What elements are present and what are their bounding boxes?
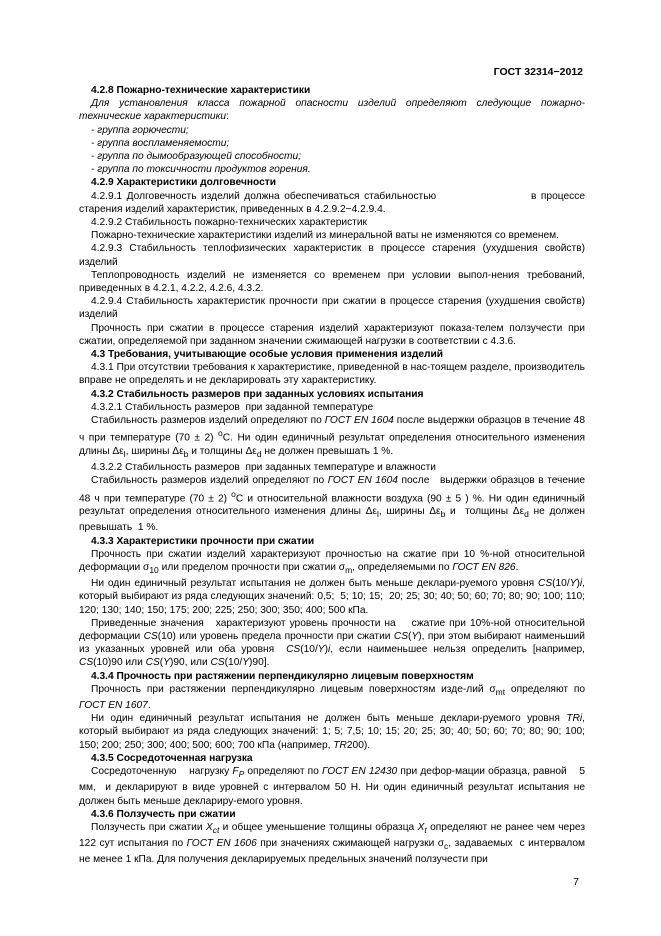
paragraph: - группа по токсичности продуктов горения.: [91, 164, 311, 176]
paragraph: Ползучесть при сжатии $X_{ct}$ и общее уменьшение толщины образца $X_t$ определяют не ранее чем через 122 сут испытания по ГОСТ EN 1606 при значениях сжимающей нагрузки $\sigma_c$, задаваемых с интервалом не менее 1 кПа. Для получения декларируемых предельных значений ползучести при: [79, 821, 586, 866]
section-heading: 4.3 Требования, учитывающие особые условия применения изделий: [91, 349, 444, 361]
section-heading: 4.3.3 Характеристики прочности при сжатии: [91, 535, 315, 547]
section-heading: 4.3.5 Сосредоточенная нагрузка: [91, 752, 253, 764]
section-heading: 4.2.9 Характеристики долговечности: [91, 177, 277, 189]
paragraph: Для установления класса пожарной опасности изделий определяют следующие пожарно-технические характеристики:: [79, 98, 585, 123]
paragraph: Прочность при сжатии изделий характеризуют прочностью на сжатие при 10 %-ной относительной деформации $\sigma_{10}$ или пределом прочности при сжатии $\sigma_m$, определяемыми по ГОСТ EN 826.: [79, 548, 585, 575]
paragraph: 4.3.2.2 Стабильность размеров при заданных температуре и влажности: [91, 462, 436, 474]
paragraph: 4.2.9.4 Стабильность характеристик прочности при сжатии в процессе старения (ухудшения свойств) изделий: [79, 296, 585, 321]
paragraph: Пожарно-технические характеристики изделий из минеральной ваты не изменяются со временем.: [91, 230, 560, 242]
paragraph: 4.2.9.3 Стабильность теплофизических характеристик в процессе старения (ухудшения свойств) изделий: [79, 243, 585, 268]
section-heading: 4.3.4 Прочность при растяжении перпендикулярно лицевым поверхностям: [91, 670, 474, 682]
paragraph: 4.3.1 При отсутствии требования к характеристике, приведенной в нас-тоящем разделе, производитель вправе не определять и не декларировать эту характеристику.: [79, 362, 585, 387]
paragraph: - группа по дымообразующей способности;: [91, 151, 301, 163]
paragraph: - группа воспламеняемости;: [91, 137, 230, 149]
paragraph: Прочность при растяжении перпендикулярно лицевым поверхностям изде-лий $\sigma_{mt}$ определяют по ГОСТ EN 1607.: [79, 683, 586, 712]
paragraph: 4.2.9.1 Долговечность изделий должна обеспечиваться стабильностью в процессе старения изделий характеристик, приведенных в 4.2.9.2−4.2.9.4.: [79, 190, 585, 215]
paragraph: - группа горючести;: [91, 124, 189, 136]
paragraph: Приведенные значения характеризуют уровень прочности на сжатие при 10%-ной относительной деформации CS(10) или уровень предела прочности при сжатии CS(Y), при этом выбирают наименьший из указанных уровней или оба уровня CS(10/Y)i, если наименьшее нельзя определить [например, CS(10)90 или CS(Y)90, или CS(10/Y)90].: [79, 617, 585, 669]
paragraph: 4.3.2.1 Стабильность размеров при заданной температуре: [91, 401, 374, 413]
standard-header: ГОСТ 32314−2012: [493, 66, 583, 78]
page-number: 7: [573, 876, 579, 888]
paragraph: Стабильность размеров изделий определяют по ГОСТ EN 1604 после выдержки образцов в течение 48 ч при температуре (70 ± 2) $^о$С. Ни один единичный результат определения относительного изменения длины $\Delta\varepsilon_l$, ширины $\Delta\varepsilon_b$ и толщины $\Delta\varepsilon_d$ не должен превышать 1 %.: [79, 415, 586, 459]
paragraph: Стабильность размеров изделий определяют по ГОСТ EN 1604 после выдержки образцов в течение 48 ч при температуре (70 ± 2) $^о$С и относительной влажности воздуха (90 ± 5 ) %. Ни один единичный результат определения относительного изменения длины $\Delta\varepsilon_l$, ширины $\Delta\varepsilon_b$ и толщины $\Delta\varepsilon_d$ не должен превышать 1 %.: [79, 475, 585, 534]
paragraph: Прочность при сжатии в процессе старения изделий характеризуют показа-телем ползучести при сжатии, определяемой при заданном значении сжимающей нагрузки в соответствии с 4.3.6.: [79, 322, 585, 347]
section-heading: 4.2.8 Пожарно-технические характеристики: [91, 85, 311, 96]
paragraph: Ни один единичный результат испытания не должен быть меньше деклари-руемого уровня TRi, который выбирают из ряда следующих значений: 1; 5; 7,5; 10; 15; 20; 25; 30; 40; 50; 60; 70; 80; 90; 100; 150; 200; 250; 300; 400; 500; 600; 700 кПа (например, TR200).: [79, 713, 585, 751]
section-heading: 4.3.2 Стабильность размеров при заданных условиях испытания: [91, 388, 424, 400]
document-body: [79, 84, 585, 867]
section-heading: 4.3.6 Ползучесть при сжатии: [91, 808, 236, 820]
paragraph: Сосредоточенную нагрузку $F_P$ определяют по ГОСТ EN 12430 при дефор-мации образца, равной 5 мм, и декларируют в виде уровней с интервалом 50 Н. Ни один единичный результат испытания не должен быть меньше деклариру-емого уровня.: [79, 766, 585, 807]
paragraph: Ни один единичный результат испытания не должен быть меньше деклари-руемого уровня CS(10/Y)i, который выбирают из ряда следующих значений: 0,5; 5; 10; 15; 20; 25; 30; 40; 50; 60; 70; 80; 90; 100; 110; 120; 130; 140; 150; 175; 200; 225; 250; 300; 350; 400; 500 кПа.: [79, 578, 585, 616]
paragraph: Теплопроводность изделий не изменяется со временем при условии выпол-нения требований, приведенных в 4.2.1, 4.2.2, 4.2.6, 4.3.2.: [79, 269, 585, 295]
paragraph: 4.2.9.2 Стабильность пожарно-технических характеристик: [91, 217, 367, 229]
